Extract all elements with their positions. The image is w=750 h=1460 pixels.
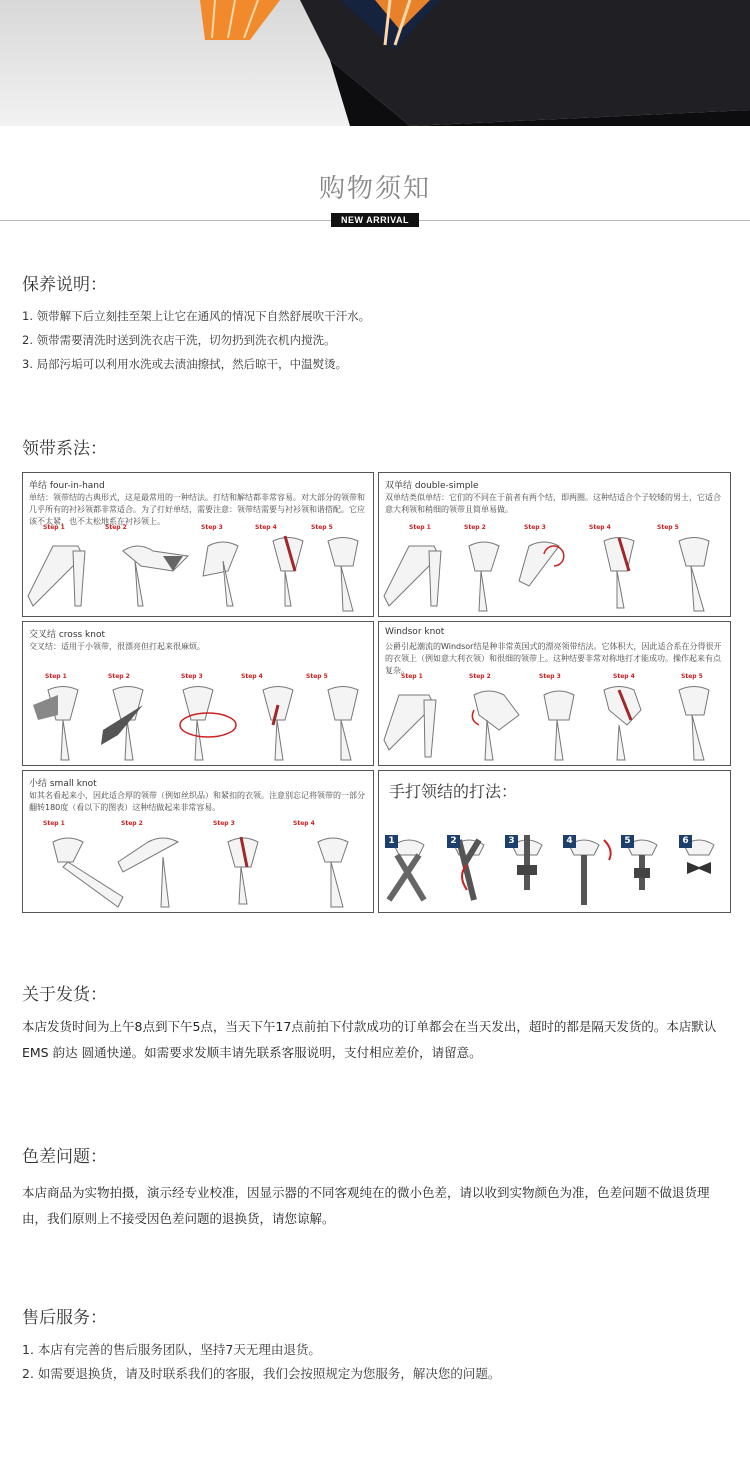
tie-steps-icon — [23, 822, 373, 912]
panel-description: 双单结类似单结：它们的不同在于前者有两个结，即两圈。这种结适合个子较矮的男士，它适合意大利领和稍细的领带且简单易做。 — [385, 493, 721, 514]
knot-panel-cross-knot — [22, 621, 374, 766]
step-label: Step 2 — [469, 673, 491, 680]
tie-steps-icon — [23, 526, 373, 616]
page-title: 购物须知 — [318, 174, 431, 204]
tie-steps-icon — [379, 675, 729, 765]
bow-tie-title: 手打领结的打法： — [389, 782, 518, 801]
bow-step-number: 2 — [447, 835, 460, 848]
step-label: Step 1 — [43, 820, 65, 827]
panel-title: 双单结 double-simple — [385, 481, 479, 491]
list-item: 1. 本店有完善的售后服务团队，坚持7天无理由退货。 — [22, 1342, 321, 1357]
bow-step-number: 6 — [679, 835, 692, 848]
bow-tie-panel — [378, 770, 731, 913]
aftersale-heading: 售后服务： — [22, 1308, 107, 1328]
knots-heading: 领带系法： — [22, 439, 107, 459]
step-illustrations — [379, 526, 730, 616]
step-label: Step 2 — [108, 673, 130, 680]
step-label: Step 3 — [201, 524, 223, 531]
list-item: 2. 领带需要清洗时送到洗衣店干洗，切勿扔到洗衣机内搅洗。 — [22, 333, 336, 347]
knot-diagram-grid — [22, 472, 731, 913]
list-item: 2. 如需要退换货，请及时联系我们的客服，我们会按照规定为您服务，解决您的问题。 — [22, 1366, 501, 1381]
aftersale-list — [22, 1338, 500, 1386]
care-list — [22, 304, 370, 376]
panel-title: 交叉结 cross knot — [29, 630, 106, 640]
list-item: 3. 局部污垢可以利用水洗或去渍油擦拭，然后晾干，中温熨烫。 — [22, 357, 348, 371]
tie-steps-icon — [379, 526, 729, 616]
bow-tie-steps-icon — [379, 820, 730, 910]
panel-title: 单结 four-in-hand — [29, 481, 105, 491]
panel-title: Windsor knot — [385, 627, 445, 637]
shipping-text: 本店发货时间为上午8点到下午5点，当天下午17点前拍下付款成功的订单都会在当天发出，超时的都是隔天发货的。本店默认EMS 韵达 圆通快递。如需要求发顺丰请先联系客服说明，支付相应差价，请留意。 — [22, 1019, 717, 1060]
step-label: Step 5 — [311, 524, 333, 531]
step-label: Step 4 — [293, 820, 315, 827]
step-label: Step 1 — [409, 524, 431, 531]
panel-description: 公爵引起潮流的Windsor结是种非常英国式的漂亮领带结法。它体积大，因此适合系在分得很开的衣领上（例如意大利衣领）和很细的领带上。这种结要非常对称地打才能成功。操作起来有点复杂。 — [385, 642, 722, 675]
step-label: Step 4 — [613, 673, 635, 680]
step-label: Step 2 — [105, 524, 127, 531]
step-label: Step 4 — [255, 524, 277, 531]
color-heading: 色差问题： — [22, 1147, 107, 1167]
new-arrival-badge: NEW ARRIVAL — [331, 213, 419, 227]
step-label: Step 3 — [213, 820, 235, 827]
bow-step-number: 5 — [621, 835, 634, 848]
step-label: Step 2 — [121, 820, 143, 827]
panel-description: 如其名看起来小，因此适合厚的领带（例如丝织品）和紧扣的衣领。注意别忘记将领带的一部分翻转180度（看以下的图表）这种结做起来非常容易。 — [29, 791, 365, 812]
step-label: Step 2 — [464, 524, 486, 531]
step-illustrations — [379, 675, 730, 765]
bow-step-number: 1 — [385, 835, 398, 848]
bow-step-number: 4 — [563, 835, 576, 848]
panel-description: 交叉结：适用于小领带，很漂亮但打起来很麻烦。 — [29, 642, 205, 651]
step-label: Step 5 — [306, 673, 328, 680]
step-label: Step 3 — [181, 673, 203, 680]
step-illustrations — [23, 526, 373, 616]
step-label: Step 1 — [401, 673, 423, 680]
step-label: Step 3 — [524, 524, 546, 531]
tie-steps-icon — [23, 675, 373, 765]
list-item: 1. 领带解下后立刻挂至架上让它在通风的情况下自然舒展吹干汗水。 — [22, 309, 371, 323]
shipping-heading: 关于发货： — [22, 985, 107, 1005]
color-text: 本店商品为实物拍摄，演示经专业校准，因显示器的不同客观纯在的微小色差，请以收到实物颜色为准，色差问题不做退货理由，我们原则上不接受因色差问题的退换货，请您谅解。 — [22, 1185, 710, 1226]
care-heading: 保养说明： — [22, 275, 107, 295]
step-label: Step 1 — [43, 524, 65, 531]
step-label: Step 4 — [589, 524, 611, 531]
knot-panel-double-simple — [378, 472, 731, 617]
panel-title: 小结 small knot — [29, 779, 97, 789]
step-label: Step 5 — [681, 673, 703, 680]
step-label: Step 3 — [539, 673, 561, 680]
step-label: Step 4 — [241, 673, 263, 680]
step-label: Step 5 — [657, 524, 679, 531]
bow-step-number: 3 — [505, 835, 518, 848]
panel-description: 单结：领带结的古典形式，这是最常用的一种结法。打结和解结都非常容易。对大部分的领带和几乎所有的衬衫领都非常适合。为了打好单结，需要注意：领带结需要与衬衫领和谐搭配。它应该不太紧，也不太松地系在衬衫领上。 — [29, 493, 365, 526]
knot-panel-windsor — [378, 621, 731, 766]
step-illustrations — [23, 675, 373, 765]
step-illustrations — [23, 822, 373, 912]
knot-panel-small-knot — [22, 770, 374, 913]
hero-product-photo — [0, 0, 750, 126]
knot-panel-four-in-hand — [22, 472, 374, 617]
step-label: Step 1 — [45, 673, 67, 680]
